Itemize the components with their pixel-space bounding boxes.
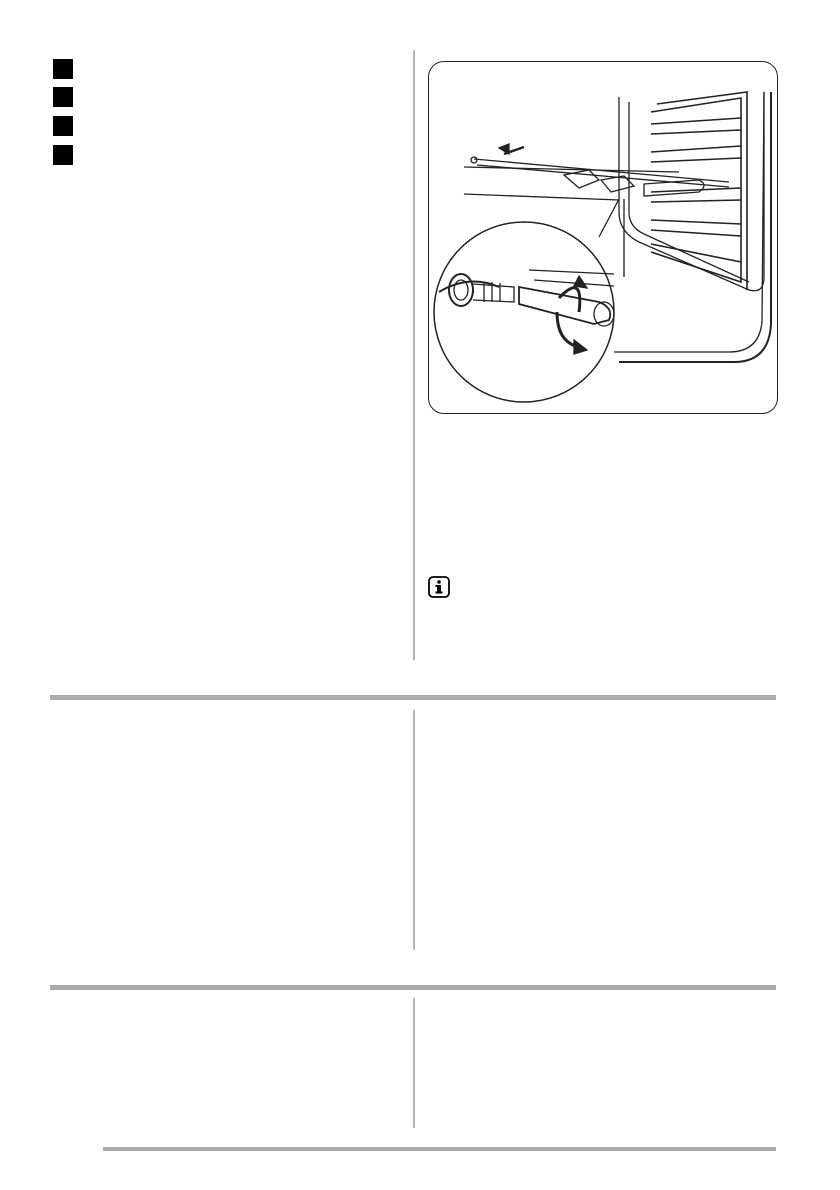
step-marker-2 xyxy=(53,87,73,107)
footer-rule xyxy=(103,1147,776,1151)
column-divider-section-2 xyxy=(413,710,415,950)
info-icon xyxy=(428,576,450,598)
oven-spit-illustration xyxy=(428,61,778,414)
section-separator-1 xyxy=(50,695,776,700)
step-marker-1 xyxy=(53,59,73,79)
column-divider-section-3 xyxy=(413,998,415,1128)
section-separator-2 xyxy=(50,985,776,990)
column-divider xyxy=(413,50,415,660)
step-marker-4 xyxy=(53,145,73,165)
oven-spit-assembly-illustration xyxy=(429,62,777,413)
step-marker-3 xyxy=(53,116,73,136)
